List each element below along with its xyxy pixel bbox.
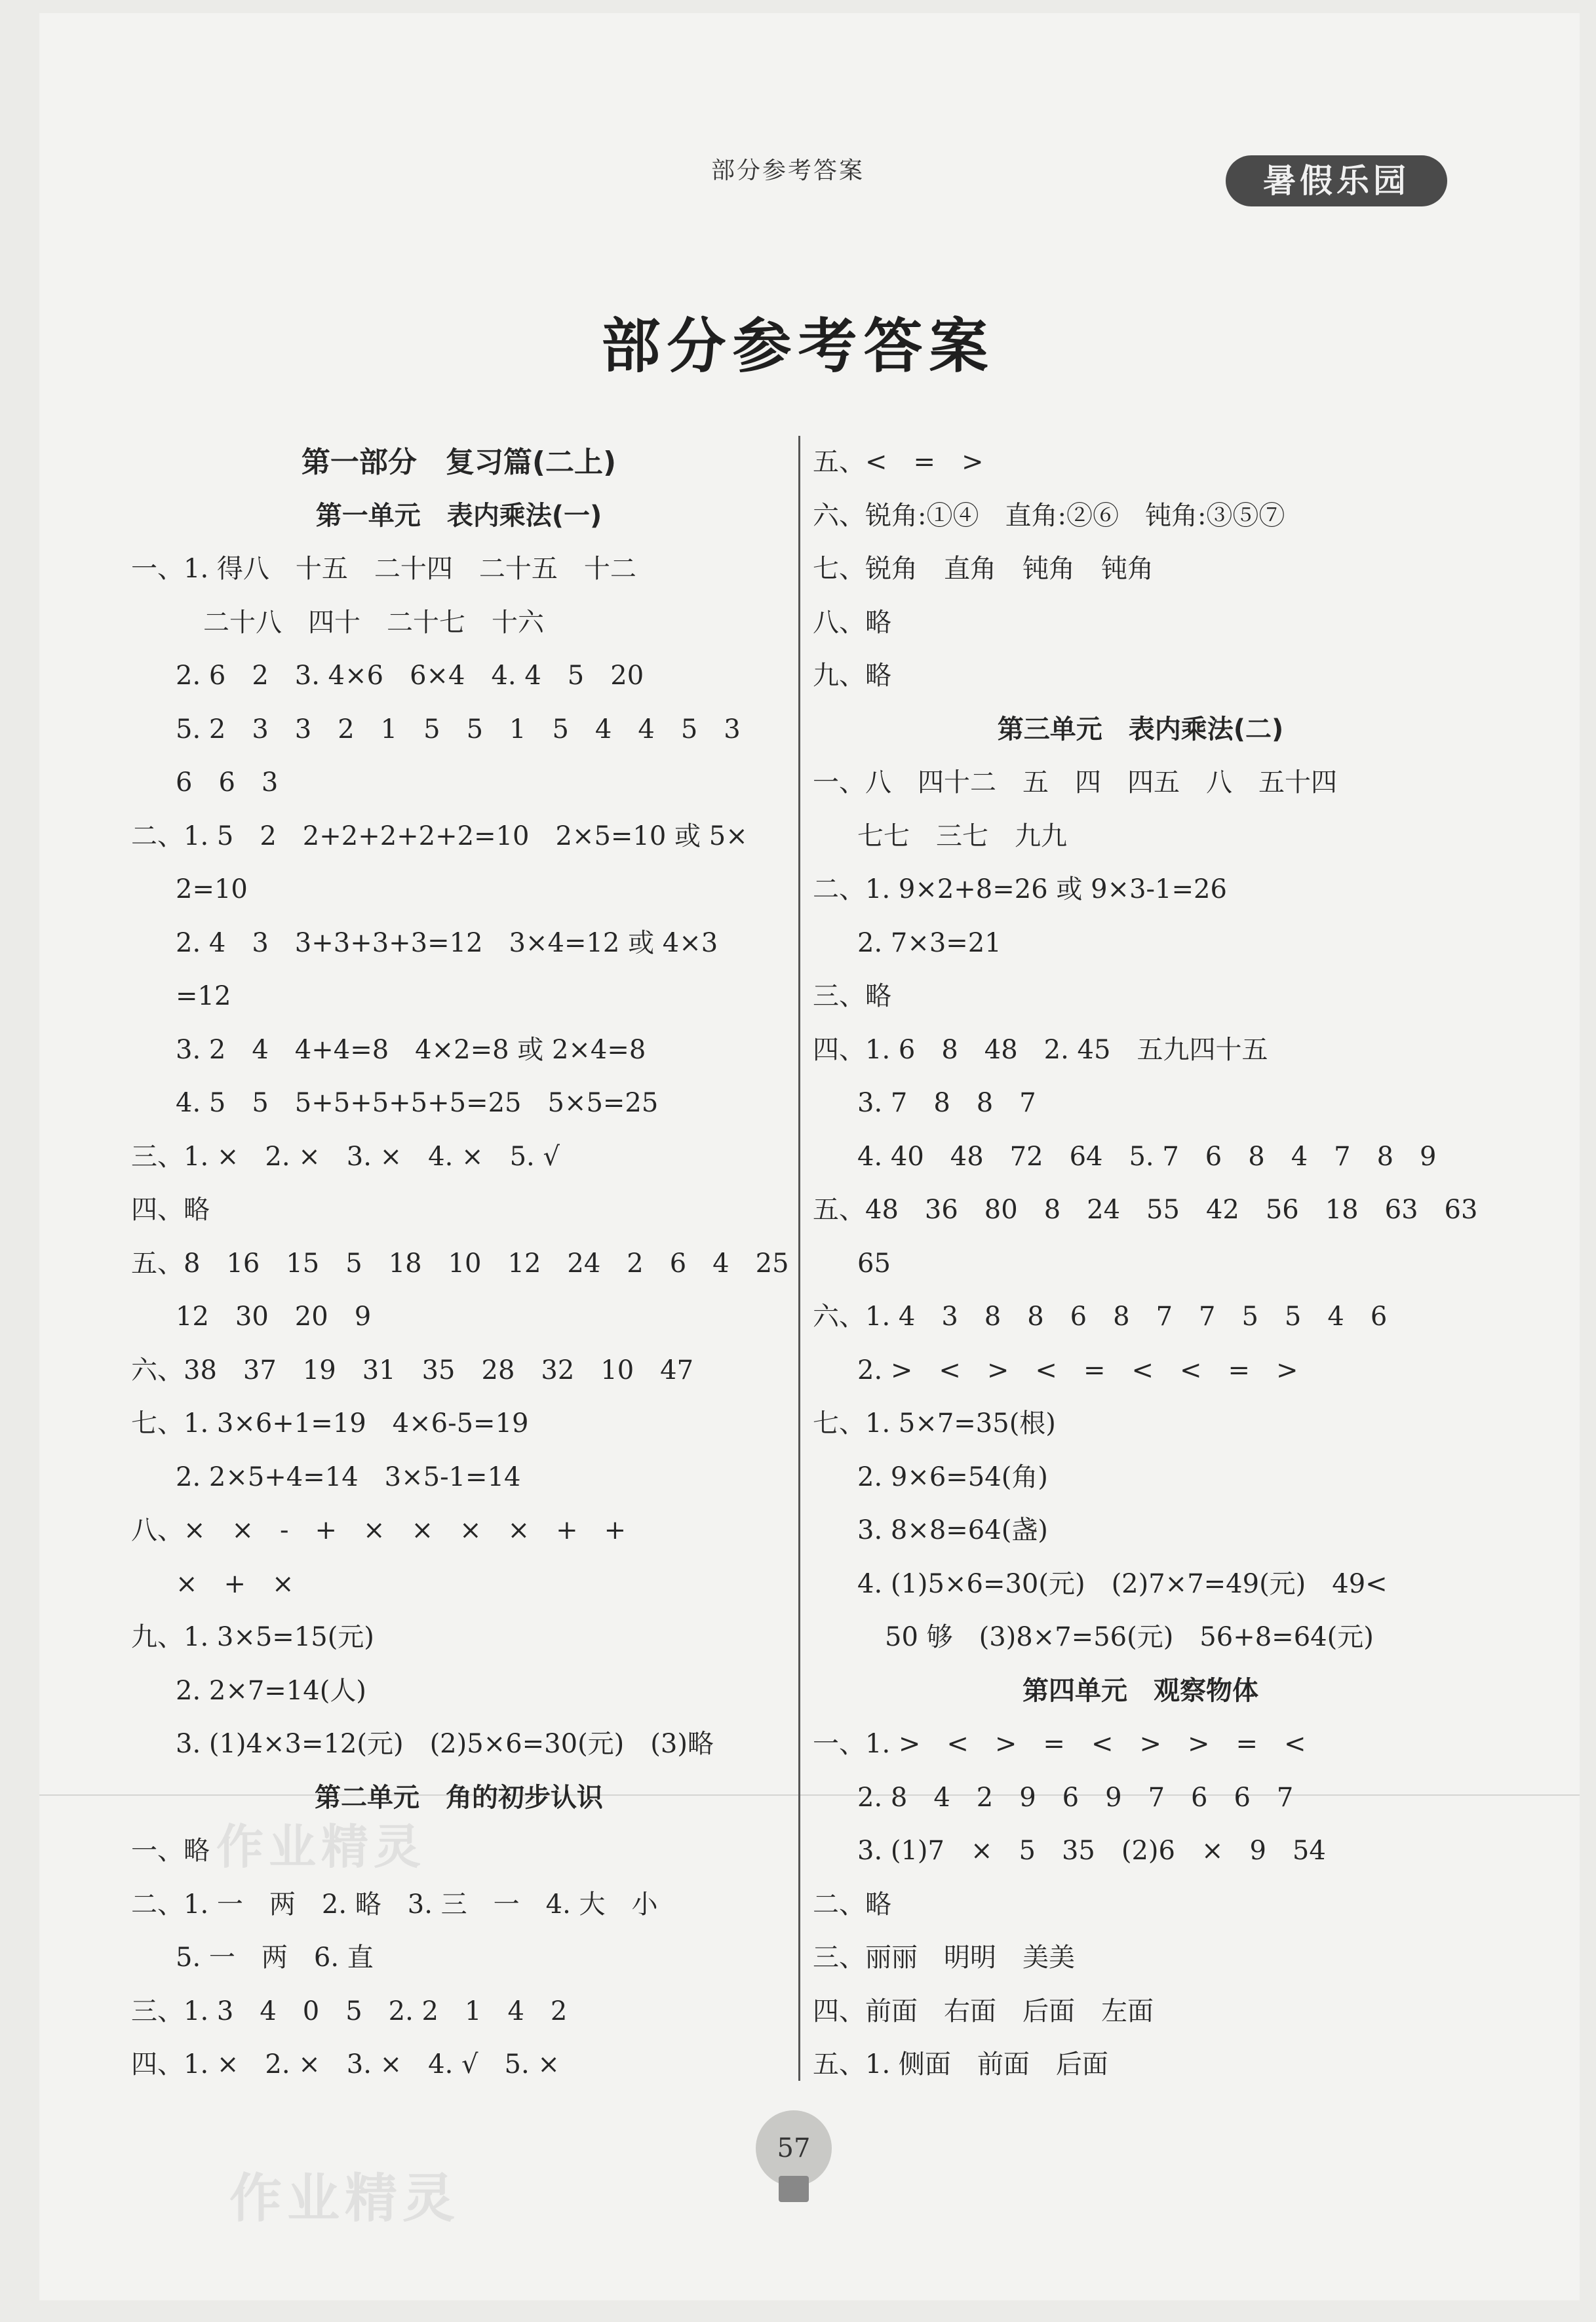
section-heading: 第四单元 观察物体 bbox=[1022, 1675, 1258, 1706]
answer-line: 七、锐角 直角 钝角 钝角 bbox=[813, 554, 1154, 584]
answer-line: 五、< = > bbox=[813, 447, 984, 477]
answer-line: 六、1. 4 3 8 8 6 8 7 7 5 5 4 6 bbox=[813, 1302, 1388, 1332]
answer-line: 六、锐角:①④ 直角:②⑥ 钝角:③⑤⑦ bbox=[813, 500, 1285, 531]
answer-line: 五、48 36 80 8 24 55 42 56 18 63 63 bbox=[813, 1195, 1478, 1225]
answer-line: 2. > < > < = < < = > bbox=[857, 1355, 1298, 1385]
answer-line: =12 bbox=[176, 981, 231, 1011]
answer-line: 六、38 37 19 31 35 28 32 10 47 bbox=[131, 1355, 694, 1385]
watermark: 作业精灵 bbox=[216, 1819, 427, 1874]
section-badge: 暑假乐园 bbox=[1226, 155, 1447, 206]
answer-line: 五、8 16 15 5 18 10 12 24 2 6 4 25 bbox=[131, 1248, 789, 1279]
answer-line: 2. 9×6=54(角) bbox=[857, 1461, 1048, 1492]
answer-line: 4. (1)5×6=30(元) (2)7×7=49(元) 49< bbox=[857, 1568, 1388, 1599]
answer-line: 三、1. × 2. × 3. × 4. × 5. √ bbox=[131, 1141, 560, 1172]
page-number: 57 bbox=[756, 2110, 832, 2186]
answer-line: 四、略 bbox=[131, 1195, 210, 1225]
answer-line: 二、1. 一 两 2. 略 3. 三 一 4. 大 小 bbox=[131, 1889, 658, 1920]
answer-line: 5. 2 3 3 2 1 5 5 1 5 4 4 5 3 bbox=[176, 714, 741, 745]
answer-line: × + × bbox=[176, 1568, 294, 1599]
answer-line: 4. 40 48 72 64 5. 7 6 8 4 7 8 9 bbox=[857, 1141, 1437, 1172]
answer-line: 九、略 bbox=[813, 661, 891, 691]
page-number-decoration bbox=[779, 2176, 809, 2202]
answer-line: 一、八 四十二 五 四 四五 八 五十四 bbox=[813, 767, 1337, 798]
answer-line: 三、1. 3 4 0 5 2. 2 1 4 2 bbox=[131, 1996, 568, 2026]
answer-line: 二、1. 5 2 2+2+2+2+2=10 2×5=10 或 5× bbox=[131, 821, 748, 851]
answer-line: 3. (1)4×3=12(元) (2)5×6=30(元) (3)略 bbox=[176, 1729, 714, 1759]
section-heading: 第一单元 表内乘法(一) bbox=[315, 500, 602, 531]
answer-line: 五、1. 侧面 前面 后面 bbox=[813, 2049, 1108, 2080]
column-divider bbox=[798, 436, 800, 2081]
answer-line: 九、1. 3×5=15(元) bbox=[131, 1622, 374, 1652]
answer-line: 2. 8 4 2 9 6 9 7 6 6 7 bbox=[857, 1782, 1294, 1813]
answer-line: 2. 2×5+4=14 3×5-1=14 bbox=[176, 1461, 521, 1492]
running-title: 部分参考答案 bbox=[711, 157, 865, 184]
answer-line: 二十八 四十 二十七 十六 bbox=[203, 607, 544, 638]
watermark: 作业精灵 bbox=[229, 2168, 460, 2229]
answer-line: 3. (1)7 × 5 35 (2)6 × 9 54 bbox=[857, 1836, 1326, 1866]
answer-line: 4. 5 5 5+5+5+5+5=25 5×5=25 bbox=[176, 1088, 659, 1118]
answer-line: 一、略 bbox=[131, 1836, 210, 1866]
answer-line: 2. 6 2 3. 4×6 6×4 4. 4 5 20 bbox=[176, 661, 644, 691]
section-heading: 第三单元 表内乘法(二) bbox=[997, 714, 1284, 745]
section-heading: 第二单元 角的初步认识 bbox=[315, 1782, 603, 1813]
answer-line: 四、1. × 2. × 3. × 4. √ 5. × bbox=[131, 2049, 560, 2080]
answer-line: 2=10 bbox=[176, 874, 248, 904]
answer-line: 2. 4 3 3+3+3+3=12 3×4=12 或 4×3 bbox=[176, 927, 718, 958]
answer-line: 三、略 bbox=[813, 981, 891, 1011]
answer-line: 3. 7 8 8 7 bbox=[857, 1088, 1036, 1118]
answer-line: 七七 三七 九九 bbox=[857, 821, 1067, 851]
answer-line: 七、1. 5×7=35(根) bbox=[813, 1408, 1056, 1439]
answer-line: 二、1. 9×2+8=26 或 9×3-1=26 bbox=[813, 874, 1227, 904]
answer-line: 一、1. 得八 十五 二十四 二十五 十二 bbox=[131, 554, 636, 584]
answer-line: 四、1. 6 8 48 2. 45 五九四十五 bbox=[813, 1034, 1268, 1065]
answer-line: 12 30 20 9 bbox=[176, 1302, 372, 1332]
answer-line: 一、1. > < > = < > > = < bbox=[813, 1729, 1306, 1759]
answer-line: 七、1. 3×6+1=19 4×6-5=19 bbox=[131, 1408, 529, 1439]
section-heading: 第一部分 复习篇(二上) bbox=[301, 446, 617, 479]
answer-line: 八、× × - + × × × × + + bbox=[131, 1515, 627, 1545]
answer-line: 二、略 bbox=[813, 1889, 891, 1920]
answer-line: 3. 2 4 4+4=8 4×2=8 或 2×4=8 bbox=[176, 1034, 646, 1065]
answer-line: 2. 2×7=14(人) bbox=[176, 1675, 366, 1706]
answer-line: 3. 8×8=64(盏) bbox=[857, 1515, 1048, 1545]
answer-line: 八、略 bbox=[813, 607, 891, 638]
page-title: 部分参考答案 bbox=[601, 312, 995, 381]
answer-line: 6 6 3 bbox=[176, 767, 279, 798]
answer-line: 三、丽丽 明明 美美 bbox=[813, 1943, 1075, 1973]
answer-line: 2. 7×3=21 bbox=[857, 927, 1002, 958]
answer-line: 5. 一 两 6. 直 bbox=[176, 1943, 374, 1973]
answer-line: 四、前面 右面 后面 左面 bbox=[813, 1996, 1154, 2026]
right-answer-column bbox=[813, 436, 1478, 2092]
answer-line: 50 够 (3)8×7=56(元) 56+8=64(元) bbox=[885, 1622, 1374, 1652]
answer-line: 65 bbox=[857, 1248, 891, 1279]
